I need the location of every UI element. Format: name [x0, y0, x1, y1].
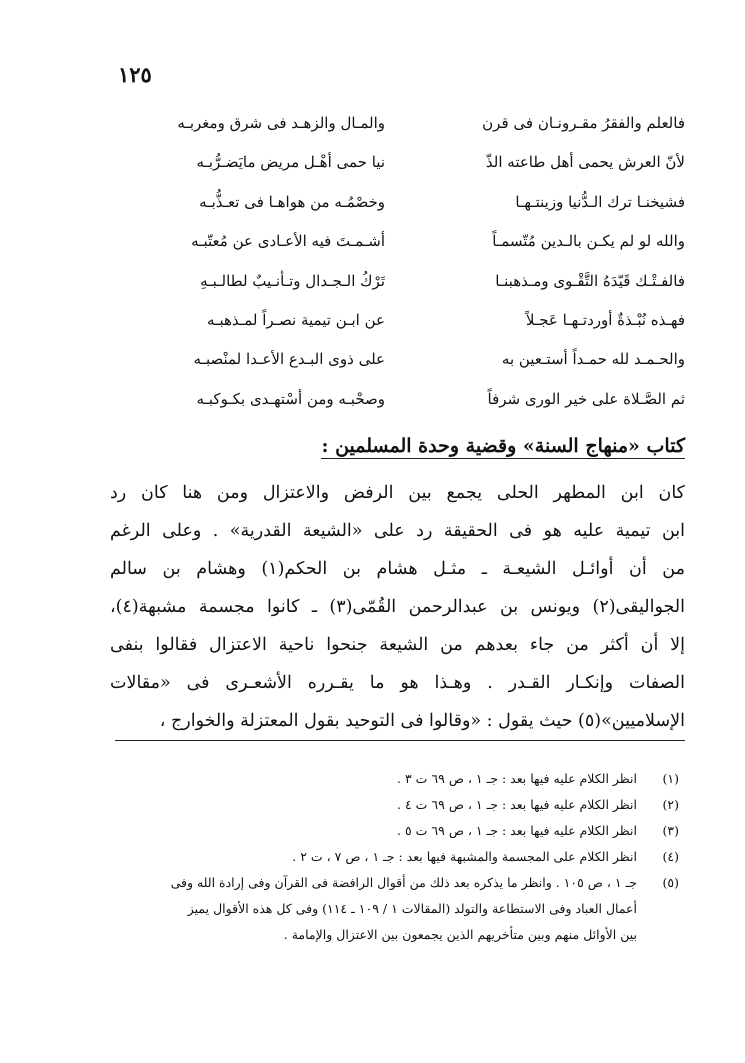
footnote-number: (٣): [662, 823, 679, 838]
footnotes: [100, 766, 685, 948]
verse: [110, 301, 685, 340]
footnote: [100, 818, 685, 844]
paragraph-line: الصفات وإنكـار القـدر . وهـذا هو ما يقـرره الأشعـرى فى «مقالات: [110, 673, 685, 693]
paragraph-line: كان ابن المطهر الحلى يجمع بين الرفض والاعتزال ومن هنا كان رد: [110, 483, 685, 503]
verse-second-hemistich: تَرْكُ الـجـدال وتـأنـيبٌ لطالـبـهِ: [200, 271, 385, 290]
footnote-text: انظر الكلام عليه فيها بعد : جـ ١ ، ص ٦٩ ت ٣ .: [397, 771, 637, 786]
footnote-number: (٤): [662, 849, 679, 864]
verse-second-hemistich: نيا حمى أهْـل مريض مايَضـرُّبـه: [196, 153, 385, 172]
section-heading: [110, 432, 685, 460]
footnote-text: جـ ١ ، ص ١٠٥ . وانظر ما يذكره بعد ذلك من أقوال الرافضة فى القرآن وفى إرادة الله وفى: [170, 875, 637, 890]
section-heading-text: كتاب «منهاج السنة» وقضية وحدة المسلمين :: [321, 435, 685, 457]
verse: [110, 104, 685, 143]
verse-first-hemistich: لأنّ العرش يحمى أهل طاعته الذّ: [485, 153, 685, 172]
verse: [110, 262, 685, 301]
verse-second-hemistich: وخصْمُـه من هواهـا فى تعـذُّبـه: [199, 192, 385, 211]
footnote-number: (١): [662, 771, 679, 786]
footnote-continuation: بين الأوائل منهم وبين متأخريهم الذين يجمعون بين الاعتزال والإمامة .: [283, 927, 637, 942]
paragraph-line: الإسلاميين»(٥) حيث يقول : «وقالوا فى التوحيد بقول المعتزلة والخوارج ،: [115, 702, 685, 741]
verse-second-hemistich: على ذوى البـدع الأعـدا لمنْصبـه: [193, 350, 385, 369]
verse-first-hemistich: ثم الصَّـلاة على خير الورى شرفاً: [487, 389, 685, 408]
verse-second-hemistich: عن ابـن تيمية نصـراً لمـذهبـه: [207, 310, 385, 329]
poem: [110, 104, 685, 419]
page-number: ١٢٥: [118, 62, 152, 87]
footnote-text: انظر الكلام على المجسمة والمشبهة فيها بعد : جـ ١ ، ص ٧ ، ت ٢ .: [292, 849, 637, 864]
verse-second-hemistich: والمـال والزهـد فى شرق ومغربـه: [177, 114, 385, 132]
footnote: [100, 844, 685, 870]
verse-second-hemistich: أشـمـتَ فيه الأعـادى عن مُعتّبـه: [191, 232, 385, 251]
footnote-number: (٥): [662, 875, 679, 890]
verse-second-hemistich: وصحْبـه ومن أسْتهـدى بكـوكبـه: [196, 389, 385, 408]
footnote-continuation: أعمال العباد وفى الاستطاعة والتولد (المقالات ١ / ١٠٩ ـ ١١٤) وفى كل هذه الأقوال يميز: [187, 901, 637, 916]
footnote-text: انظر الكلام عليه فيها بعد : جـ ١ ، ص ٦٩ ت ٥ .: [397, 823, 637, 838]
verse: [110, 183, 685, 222]
footnote: [100, 766, 685, 792]
paragraph-line: الجواليقى(٢) ويونس بن عبدالرحمن القُمّى(٣) ـ كانوا مجسمة مشبهة(٤)،: [110, 597, 685, 617]
verse: [110, 380, 685, 419]
verse-first-hemistich: فالفـتْـك قَيّدَهُ التَّقْـوى ومـذهبنـا: [495, 271, 685, 290]
verse-first-hemistich: والحـمـد لله حمـداً أستـعين به: [501, 350, 685, 369]
verse-first-hemistich: فشيخنـا ترك الـدُّنيا وزينتـهـا: [515, 192, 685, 211]
footnote: [100, 792, 685, 818]
paragraph-line: إلا أن أكثر من جاء بعدهم من الشيعة جنحوا ناحية الاعتزال فقالوا بنفى: [110, 635, 685, 655]
verse-first-hemistich: والله لو لم يكـن بالـدين مُتّسمـاً: [492, 232, 685, 251]
verse: [110, 143, 685, 182]
body-paragraph: [110, 474, 685, 741]
paragraph-line: من أن أوائـل الشيعـة ـ مثـل هشام بن الحكم(١) وهشام بن سالم: [110, 559, 685, 579]
verse: [110, 340, 685, 379]
paragraph-line: ابن تيمية عليه هو فى الحقيقة رد على «الشيعة القدرية» . وعلى الرغم: [110, 521, 685, 541]
footnote-text: انظر الكلام عليه فيها بعد : جـ ١ ، ص ٦٩ ت ٤ .: [397, 797, 637, 812]
verse: [110, 222, 685, 261]
footnote: [100, 870, 685, 896]
verse-first-hemistich: فهـذه نُبْـذةٌ أوردتـهـا عَجـلاً: [525, 310, 685, 329]
verse-first-hemistich: فالعلم والفقرُ مقـرونـان فى قرن: [482, 114, 685, 132]
footnote-number: (٢): [662, 797, 679, 812]
